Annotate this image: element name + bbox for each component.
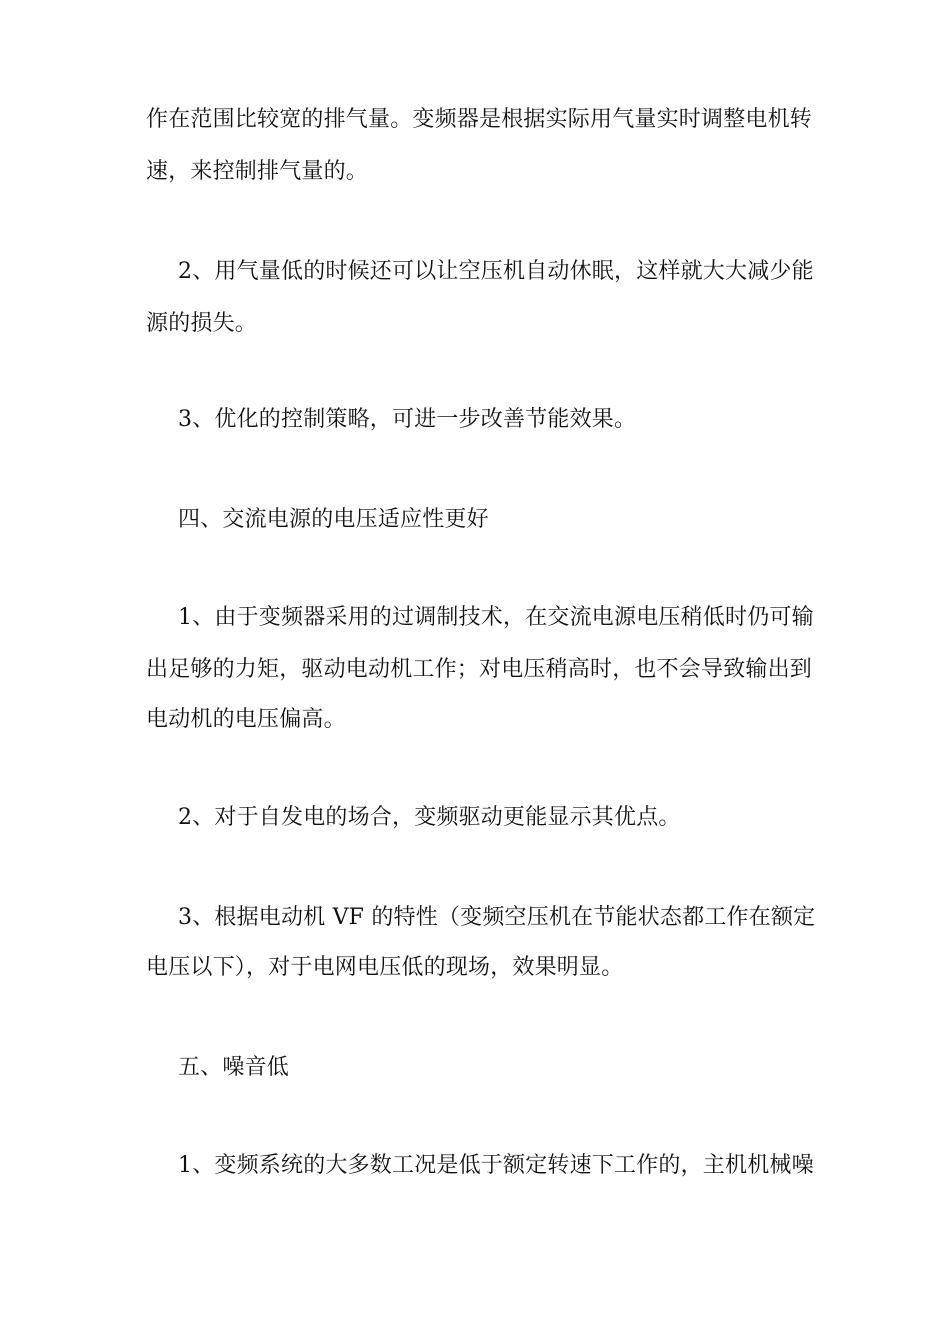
text-line: 源的损失。 [146, 311, 258, 336]
text-line: 电压以下），对于电网电压低的现场，效果明显。 [146, 955, 624, 980]
text-line: 电动机的电压偏高。 [146, 707, 346, 732]
text-line: 1、变频系统的大多数工况是低于额定转速下工作的，主机机械噪 [178, 1153, 814, 1178]
text-line: 速，来控制排气量的。 [146, 159, 369, 184]
section-heading: 四、交流电源的电压适应性更好 [178, 507, 489, 532]
text-line: 3、优化的控制策略，可进一步改善节能效果。 [178, 407, 637, 432]
text-line: 2、用气量低的时候还可以让空压机自动休眠，这样就大大减少能 [178, 259, 814, 284]
text-line: 出足够的力矩，驱动电动机工作；对电压稍高时，也不会导致输出到 [146, 657, 813, 682]
text-line: 作在范围比较宽的排气量。变频器是根据实际用气量实时调整电机转 [146, 107, 813, 132]
text-line: 3、根据电动机 VF 的特性（变频空压机在节能状态都工作在额定 [178, 905, 816, 930]
text-line: 1、由于变频器采用的过调制技术，在交流电源电压稍低时仍可输 [178, 605, 814, 630]
text-line: 2、对于自发电的场合，变频驱动更能显示其优点。 [178, 805, 681, 830]
section-heading: 五、噪音低 [178, 1055, 290, 1080]
